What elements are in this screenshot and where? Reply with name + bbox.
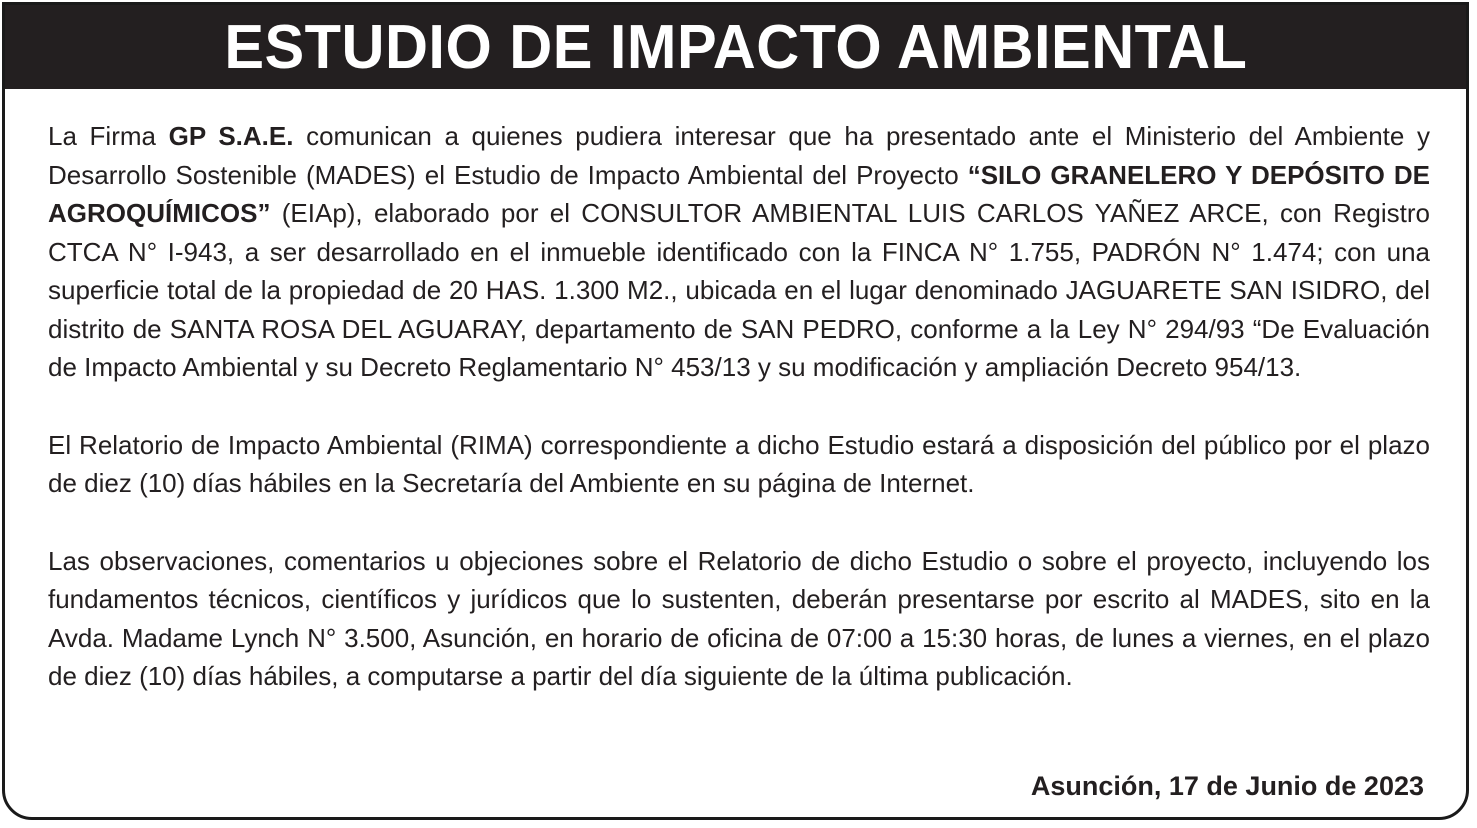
paragraph-announcement-details: (EIAp), elaborado por el CONSULTOR AMBIENTAL LUIS CARLOS YAÑEZ ARCE, con Registro CTCA N° I-943, a ser desarrollado en el inmueble identificado con la FINCA N° 1.755, PADRÓN N° 1.474; con una superficie total de la propiedad de 20 HAS. 1.300 M2., ubicada en el lugar denominado JAGUARETE SAN ISIDRO, del distrito de SANTA ROSA DEL AGUARAY, departamento de SAN PEDRO, conforme a la Ley N° 294/93 “De Evaluación de Impacto Ambiental y su Decreto Reglamentario N° 453/13 y su modificación y ampliación Decreto 954/13. xyxy=(48,198,1430,382)
notice-title: ESTUDIO DE IMPACTO AMBIENTAL xyxy=(223,12,1248,82)
paragraph-observations: Las observaciones, comentarios u objeciones sobre el Relatorio de dicho Estudio o sobre el proyecto, incluyendo los fundamentos técnicos, científicos y jurídicos que lo sustenten, deberán presentarse por escrito al MADES, sito en la Avda. Madame Lynch N° 3.500, Asunción, en horario de oficina de 07:00 a 15:30 horas, de lunes a viernes, en el plazo de diez (10) días hábiles, a computarse a partir del día siguiente de la última publicación. xyxy=(48,545,1430,691)
paragraph-announcement-text: comunican a quienes pudiera interesar que ha presentado ante el Ministerio del Ambiente y Desarrollo Sostenible (MADES) el Estudio de Impacto Ambiental del Proyecto xyxy=(48,121,1430,190)
paragraph-announcement xyxy=(48,117,1430,387)
paragraph-announcement-intro: La Firma xyxy=(48,121,169,151)
publication-date: Asunción, 17 de Junio de 2023 xyxy=(1030,771,1424,801)
paragraph-rima: El Relatorio de Impacto Ambiental (RIMA) correspondiente a dicho Estudio estará a disposición del público por el plazo de diez (10) días hábiles en la Secretaría del Ambiente en su página de Internet. xyxy=(48,429,1430,498)
notice-body xyxy=(48,117,1430,735)
project-name: “SILO GRANELERO Y DEPÓSITO DE AGROQUÍMICOS” xyxy=(48,159,1430,228)
firm-name: GP S.A.E. xyxy=(168,121,294,151)
notice-box xyxy=(2,2,1469,820)
header-bar xyxy=(5,5,1466,89)
